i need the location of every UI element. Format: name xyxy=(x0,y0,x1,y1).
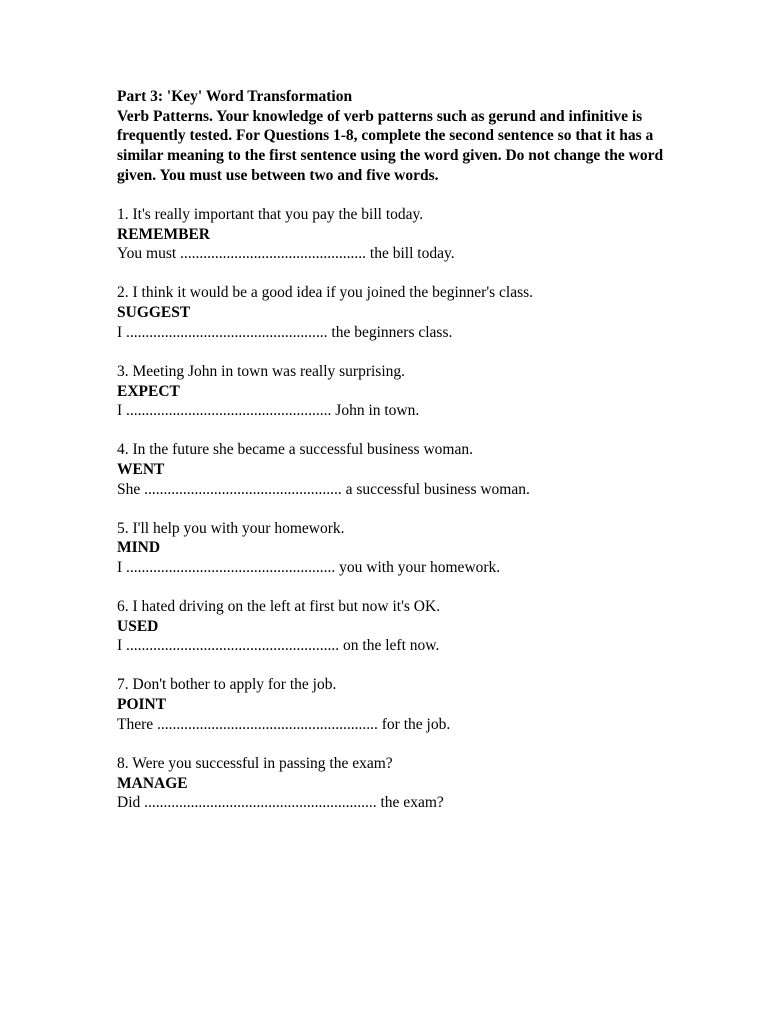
question-prompt: 5. I'll help you with your homework. xyxy=(117,519,345,537)
question-7 xyxy=(117,675,677,734)
question-4 xyxy=(117,440,677,499)
question-prompt: 6. I hated driving on the left at first but now it's OK. xyxy=(117,598,441,616)
document-page xyxy=(117,87,677,832)
question-1 xyxy=(117,205,677,264)
question-answer-line: Did ............................................................ the exam? xyxy=(117,794,444,812)
question-keyword: SUGGEST xyxy=(117,304,191,322)
header xyxy=(117,87,677,186)
question-5 xyxy=(117,519,677,578)
question-answer-line: You must ................................................ the bill today. xyxy=(117,245,455,263)
question-8 xyxy=(117,754,677,813)
question-keyword: REMEMBER xyxy=(117,225,210,243)
question-prompt: 8. Were you successful in passing the exam? xyxy=(117,754,393,772)
question-answer-line: She ................................................... a successful business woman. xyxy=(117,480,530,498)
question-answer-line: There ......................................................... for the job. xyxy=(117,715,451,733)
question-3 xyxy=(117,362,677,421)
question-keyword: WENT xyxy=(117,460,165,478)
question-prompt: 4. In the future she became a successful business woman. xyxy=(117,441,473,459)
question-6 xyxy=(117,597,677,656)
question-keyword: EXPECT xyxy=(117,382,180,400)
question-2 xyxy=(117,283,677,342)
question-keyword: POINT xyxy=(117,696,167,714)
question-keyword: USED xyxy=(117,617,159,635)
question-prompt: 2. I think it would be a good idea if you joined the beginner's class. xyxy=(117,284,534,302)
section-title: Part 3: 'Key' Word Transformation xyxy=(117,88,353,105)
question-keyword: MANAGE xyxy=(117,774,188,792)
question-answer-line: I ..................................................... John in town. xyxy=(117,402,420,420)
question-keyword: MIND xyxy=(117,539,161,557)
question-answer-line: I .................................................... the beginners class. xyxy=(117,323,453,341)
question-list xyxy=(117,205,677,813)
question-prompt: 7. Don't bother to apply for the job. xyxy=(117,676,337,694)
question-prompt: 1. It's really important that you pay the bill today. xyxy=(117,206,424,224)
question-answer-line: I ....................................................... on the left now. xyxy=(117,637,440,655)
question-answer-line: I ...................................................... you with your homework. xyxy=(117,559,501,577)
instructions: Verb Patterns. Your knowledge of verb patterns such as gerund and infinitive is frequently tested. For Questions 1-8, complete the second sentence so that it has a similar meaning to the first sentence using the word given. Do not change the word given. You must use between two and five words. xyxy=(117,107,664,184)
question-prompt: 3. Meeting John in town was really surprising. xyxy=(117,362,406,380)
